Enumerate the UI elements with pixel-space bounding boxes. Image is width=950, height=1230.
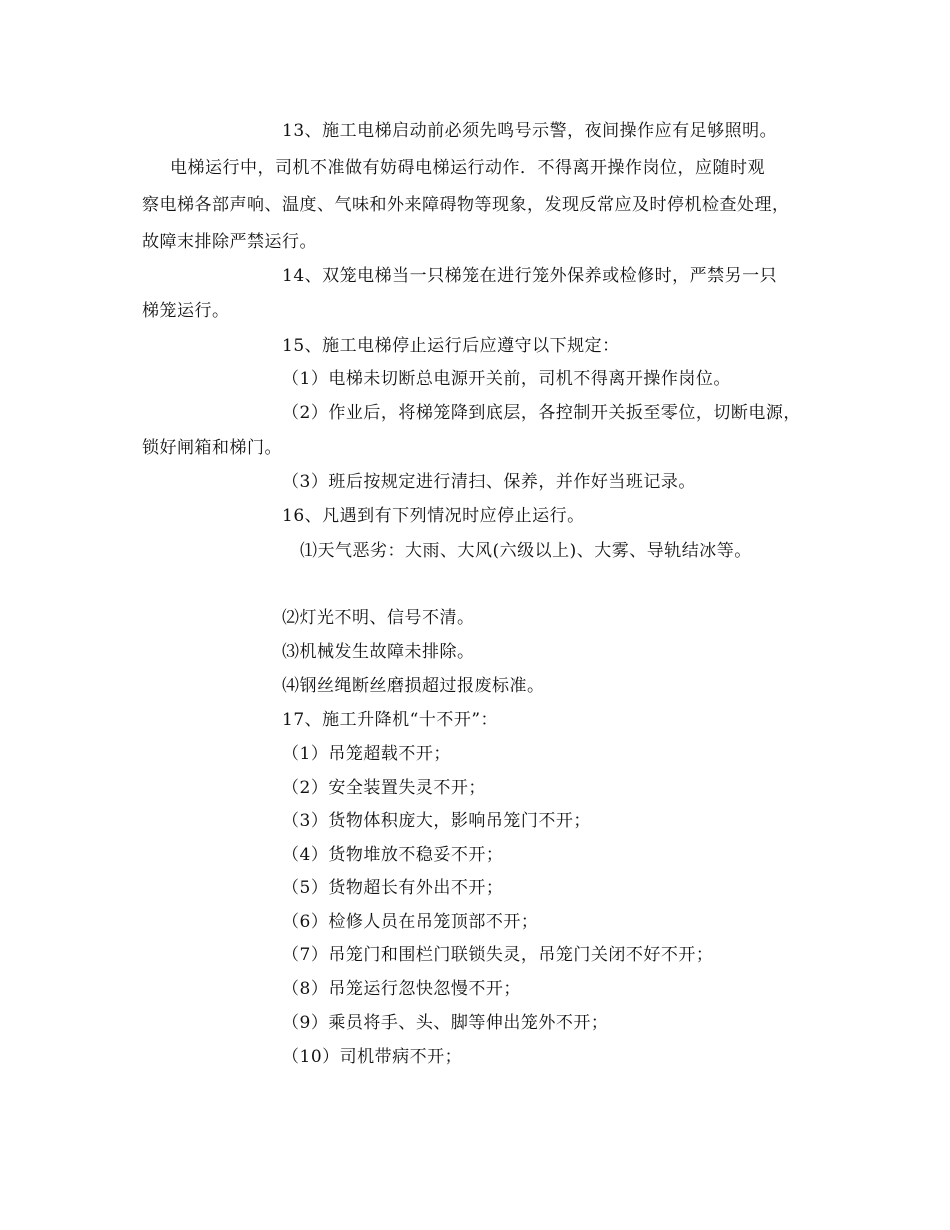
condition-16-2: ⑵灯光不明、信号不清。 [282, 608, 475, 628]
rule-17-8: （8）吊笼运行忽快忽慢不开； [282, 979, 521, 999]
rule-17-10: （10）司机带病不开； [282, 1047, 463, 1067]
rule-17-9: （9）乘员将手、头、脚等伸出笼外不开； [282, 1013, 609, 1033]
condition-16-3: ⑶机械发生故障未排除。 [282, 642, 475, 662]
rule-17-4: （4）货物堆放不稳妥不开； [282, 845, 504, 865]
paragraph-13-line-2: 电梯运行中，司机不准做有妨碍电梯运行动作．不得离开操作岗位，应随时观 [170, 158, 765, 178]
rule-17-7: （7）吊笼门和围栏门联锁失灵，吊笼门关闭不好不开； [282, 945, 714, 965]
rule-17-1: （1）吊笼超载不开； [282, 744, 451, 764]
paragraph-16-heading: 16、凡遇到有下列情况时应停止运行。 [282, 506, 585, 526]
condition-16-1: ⑴天气恶劣：大雨、大风(六级以上)、大雾、导轨结冰等。 [300, 541, 752, 561]
rule-15-2-line-2: 锁好闸箱和梯门。 [142, 438, 282, 458]
paragraph-13-line-4: 故障末排除严禁运行。 [142, 232, 317, 252]
rule-17-3: （3）货物体积庞大，影响吊笼门不开； [282, 811, 591, 831]
paragraph-14-line-1: 14、双笼电梯当一只梯笼在进行笼外保养或检修时，严禁另一只 [282, 266, 778, 286]
rule-17-5: （5）货物超长有外出不开； [282, 878, 504, 898]
paragraph-17-heading: 17、施工升降机“十不开”： [282, 710, 499, 730]
rule-17-6: （6）检修人员在吊笼顶部不开； [282, 912, 539, 932]
rule-15-1: （1）电梯未切断总电源开关前，司机不得离开操作岗位。 [282, 369, 731, 389]
rule-17-2: （2）安全装置失灵不开； [282, 778, 486, 798]
paragraph-14-line-2: 梯笼运行。 [142, 301, 230, 321]
paragraph-15-heading: 15、施工电梯停止运行后应遵守以下规定： [282, 336, 620, 356]
rule-15-3: （3）班后按规定进行清扫、保养，并作好当班记录。 [282, 472, 696, 492]
rule-15-2-line-1: （2）作业后，将梯笼降到底层，各控制开关扳至零位，切断电源， [282, 403, 801, 423]
condition-16-4: ⑷钢丝绳断丝磨损超过报废标准。 [282, 676, 545, 696]
paragraph-13-line-1: 13、施工电梯启动前必须先鸣号示警，夜间操作应有足够照明。 [282, 121, 778, 141]
paragraph-13-line-3: 察电梯各部声响、温度、气味和外来障碍物等现象，发现反常应及时停机检查处理， [142, 195, 790, 215]
